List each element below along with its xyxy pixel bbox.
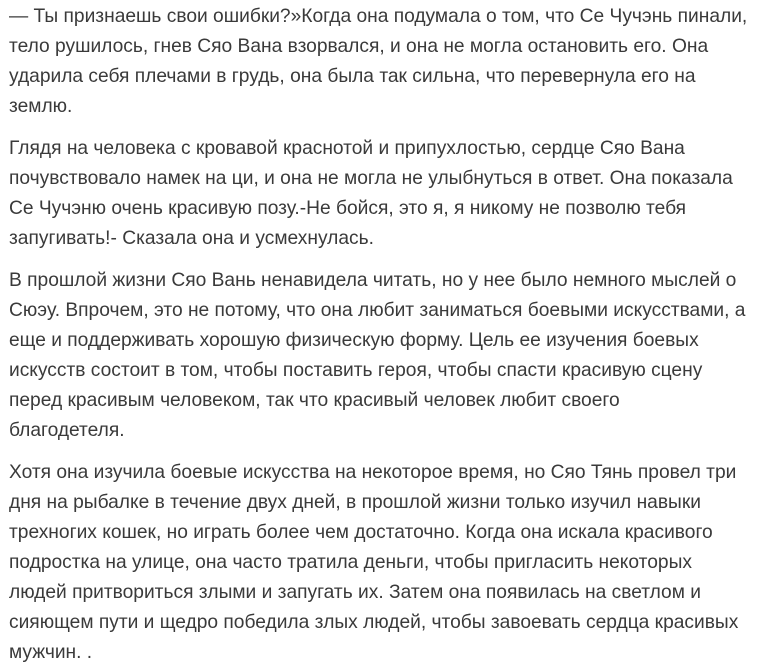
paragraph-line: сияющем пути и щедро победила злых людей, чтобы завоевать сердца красивых (9, 612, 739, 633)
paragraph-line: запугивать!- Сказала она и усмехнулась. (9, 228, 374, 249)
paragraph-3 (9, 266, 757, 446)
paragraph-line: благодетеля. (9, 420, 125, 441)
paragraph-line: мужчин. . (9, 642, 93, 663)
paragraph-line: искусств состоит в том, чтобы поставить героя, чтобы спасти красивую сцену (9, 360, 703, 381)
paragraph-4 (9, 458, 757, 668)
paragraph-line: В прошлой жизни Сяо Вань ненавидела читать, но у нее было немного мыслей о (9, 270, 737, 291)
paragraph-line: еще и поддерживать хорошую физическую форму. Цель ее изучения боевых (9, 330, 699, 351)
paragraph-line: дня на рыбалке в течение двух дней, в прошлой жизни только изучил навыки (9, 492, 701, 513)
paragraph-2 (9, 134, 757, 254)
paragraph-1 (9, 2, 757, 122)
paragraph-line: трехногих кошек, но играть более чем достаточно. Когда она искала красивого (9, 522, 713, 543)
paragraph-line: людей притвориться злыми и запугать их. Затем она появилась на светлом и (9, 582, 701, 603)
paragraph-line: тело рушилось, гнев Сяо Вана взорвался, и она не могла остановить его. Она (9, 36, 709, 57)
paragraph-line: Се Чучэню очень красивую позу.-Не бойся, это я, я никому не позволю тебя (9, 198, 687, 219)
paragraph-line: перед красивым человеком, так что красивый человек любит своего (9, 390, 620, 411)
paragraph-line: землю. (9, 96, 73, 117)
paragraph-line: — Ты признаешь свои ошибки?»Когда она подумала о том, что Се Чучэнь пинали, (9, 6, 748, 27)
paragraph-line: Хотя она изучила боевые искусства на некоторое время, но Сяо Тянь провел три (9, 462, 737, 483)
paragraph-line: подростка на улице, она часто тратила деньги, чтобы пригласить некоторых (9, 552, 692, 573)
paragraph-line: почувствовало намек на ци, и она не могла не улыбнуться в ответ. Она показала (9, 168, 733, 189)
paragraph-line: Сюэу. Впрочем, это не потому, что она любит заниматься боевыми искусствами, а (9, 300, 746, 321)
paragraph-line: ударила себя плечами в грудь, она была так сильна, что перевернула его на (9, 66, 696, 87)
paragraph-line: Глядя на человека с кровавой краснотой и припухлостью, сердце Сяо Вана (9, 138, 685, 159)
